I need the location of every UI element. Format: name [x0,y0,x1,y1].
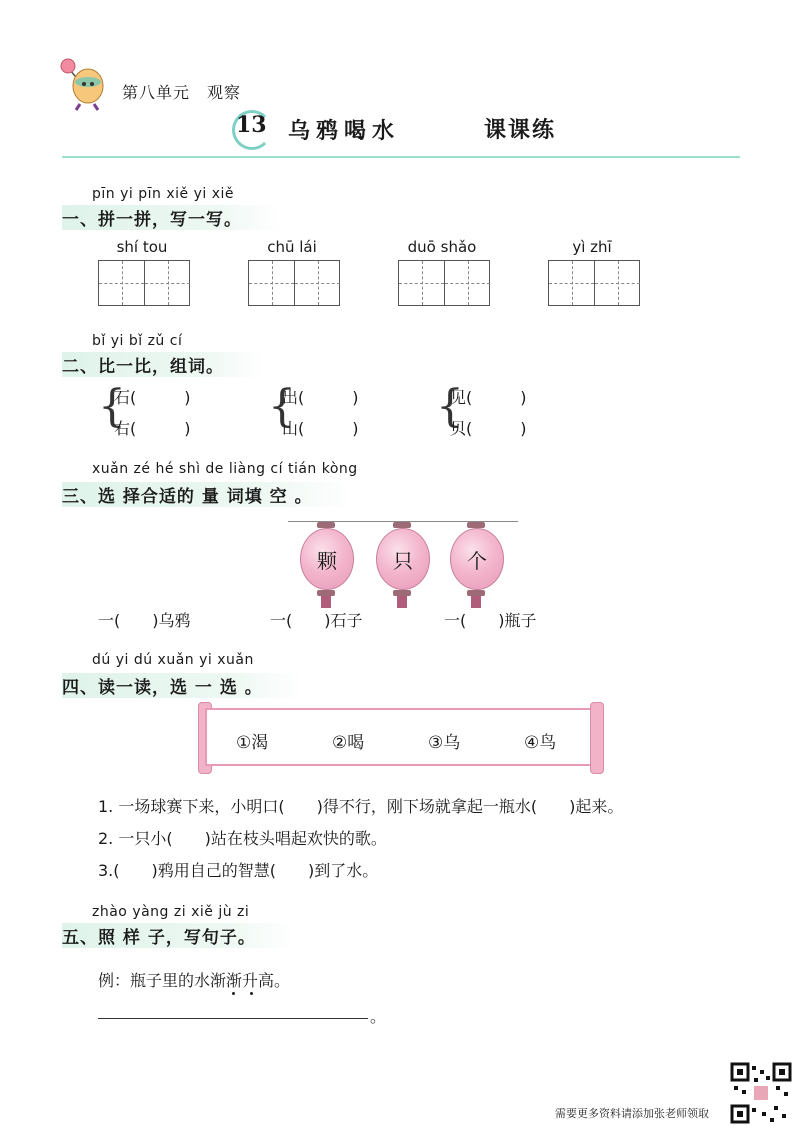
word-pinyin-3: duō shǎo [407,238,477,256]
word-pinyin-4: yì zhī [572,238,612,256]
unit-label: 第八单元 观察 [122,83,242,102]
lesson-number [236,112,270,142]
measure-blank-3[interactable]: 一( )瓶子 [444,611,537,630]
answer-end-mark: 。 [370,1007,387,1026]
lesson-number-text: 13 [236,112,267,138]
question-2[interactable]: 2. 一只小( )站在枝头唱起欢快的歌。 [98,829,387,848]
footer-note: 需要更多资料请添加张老师领取 [555,1107,709,1120]
answer-line[interactable] [98,1018,368,1019]
section1-title: 一、拼一拼，写一写。 [62,205,282,230]
lesson-title: 乌鸦喝水 [288,118,401,144]
compare-3-bottom[interactable]: 贝( ) [450,419,527,438]
compare-2-top[interactable]: 出( ) [282,388,359,407]
mascot-icon [58,56,108,112]
lantern-3 [450,522,502,608]
lesson-type: 课课练 [484,117,557,143]
emphasis-dot-2 [250,992,253,995]
section5-title: 五、照 样 子，写句子。 [62,923,296,948]
lantern-1-label: 颗 [300,528,354,590]
brace-1: { [98,381,126,432]
header-divider [62,156,740,158]
writing-grid-2[interactable] [248,260,340,306]
measure-blank-2[interactable]: 一( )石子 [270,611,363,630]
option-3: ③乌 [428,733,461,753]
writing-grid-3[interactable] [398,260,490,306]
compare-2-bottom[interactable]: 山( ) [282,419,359,438]
section3-title: 三、选 择合适的 量 词填 空 。 [62,482,353,507]
writing-grid-1[interactable] [98,260,190,306]
scroll-rod-right [590,702,604,774]
section4-title: 四、读一读，选 一 选 。 [62,673,303,698]
brace-2: { [268,381,296,432]
question-1[interactable]: 1. 一场球赛下来，小明口( )得不行，刚下场就拿起一瓶水( )起来。 [98,797,624,816]
lantern-3-label: 个 [450,528,504,590]
option-2: ②喝 [332,733,365,753]
lantern-2-label: 只 [376,528,430,590]
question-3[interactable]: 3.( )鸦用自己的智慧( )到了水。 [98,861,379,880]
compare-1-top[interactable]: 石( ) [114,388,191,407]
compare-1-bottom[interactable]: 右( ) [114,419,191,438]
section2-pinyin: bǐ yi bǐ zǔ cí [92,333,183,349]
lantern-1 [300,522,352,608]
section2-title: 二、比一比，组词。 [62,352,264,377]
lantern-2 [376,522,428,608]
section4-pinyin: dú yi dú xuǎn yi xuǎn [92,652,254,668]
example-sentence: 例：瓶子里的水渐渐升高。 [98,971,291,990]
section3-pinyin: xuǎn zé hé shì de liàng cí tián kòng [92,461,358,477]
section1-pinyin: pīn yi pīn xiě yi xiě [92,186,234,202]
section5-pinyin: zhào yàng zi xiě jù zi [92,904,250,920]
compare-3-top[interactable]: 见( ) [450,388,527,407]
emphasis-dot-1 [232,992,235,995]
qr-code-icon [730,1062,792,1124]
writing-grid-4[interactable] [548,260,640,306]
option-1: ①渴 [236,733,269,753]
word-pinyin-1: shí tou [116,238,168,256]
option-4: ④鸟 [524,733,557,753]
word-pinyin-2: chū lái [267,238,317,256]
measure-blank-1[interactable]: 一( )乌鸦 [98,611,191,630]
brace-3: { [436,381,464,432]
